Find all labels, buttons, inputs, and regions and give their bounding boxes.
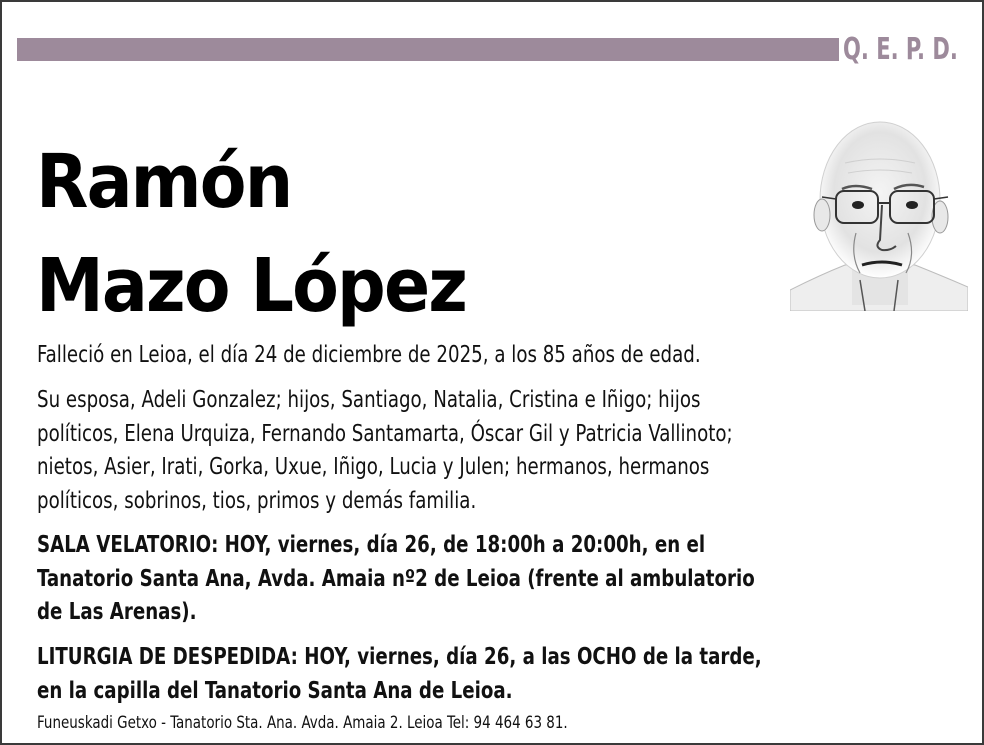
death-notice-paragraph: Falleció en Leioa, el día 24 de diciembre de 2025, a los 85 años de edad. (37, 342, 701, 368)
family-line: Su esposa, Adeli Gonzalez; hijos, Santiago, Natalia, Cristina e Iñigo; hijos (37, 387, 701, 413)
liturgy-line: en la capilla del Tanatorio Santa Ana de Leioa. (37, 677, 513, 704)
qepd-label: Q. E. P. D. (843, 32, 958, 67)
wake-paragraph (37, 529, 957, 630)
liturgy-line: LITURGIA DE DESPEDIDA: HOY, viernes, día 26, a las OCHO de la tarde, (37, 644, 762, 670)
wake-line: Tanatorio Santa Ana, Avda. Amaia nº2 de Leioa (frente al ambulatorio (37, 565, 755, 592)
header-bar (17, 38, 839, 61)
wake-line: de Las Arenas). (37, 599, 197, 625)
family-line: políticos, sobrinos, tios, primos y demás familia. (37, 487, 477, 514)
portrait-icon (790, 105, 968, 311)
name-line-first: Ramón (36, 139, 292, 225)
liturgy-paragraph (37, 641, 957, 708)
deceased-name (36, 130, 466, 338)
family-paragraph (37, 384, 957, 518)
family-line: nietos, Asier, Irati, Gorka, Uxue, Iñigo, Lucia y Julen; hermanos, hermanos (37, 454, 710, 480)
funeral-home-footer: Funeuskadi Getxo - Tanatorio Sta. Ana. Avda. Amaia 2. Leioa Tel: 94 464 63 81. (37, 713, 568, 733)
portrait-photo (790, 105, 968, 311)
wake-line: SALA VELATORIO: HOY, viernes, día 26, de 18:00h a 20:00h, en el (37, 532, 706, 558)
name-line-surnames: Mazo López (36, 243, 467, 329)
family-line: políticos, Elena Urquiza, Fernando Santamarta, Óscar Gil y Patricia Vallinoto; (37, 420, 733, 447)
